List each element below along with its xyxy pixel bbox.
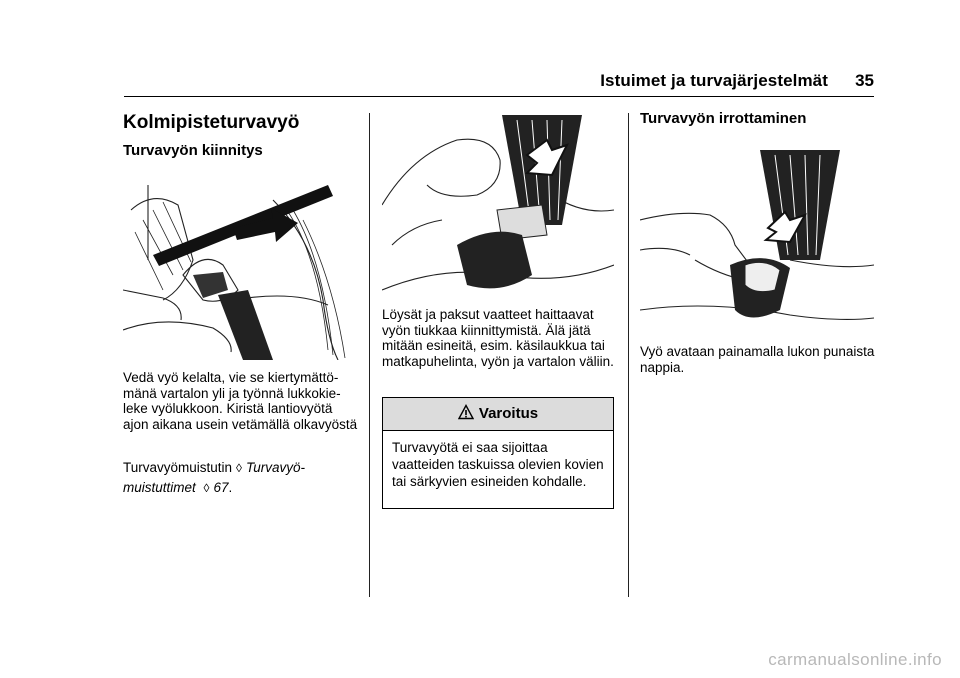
column-divider: [369, 113, 370, 597]
cross-reference-icon: ◊: [236, 461, 242, 475]
running-header: [124, 70, 874, 97]
paragraph: Löysät ja paksut vaatteet haittaavat vyön tiukkaa kiinnittymistä. Älä jätä mitään esineitä, esim. käsilaukkua tai matkapuhelinta, vyön ja vartalon väliin.: [382, 307, 614, 369]
warning-text: Turvavyötä ei saa sijoittaa vaatteiden taskuissa olevien kovien tai särkyvien esineiden kohdalle.: [392, 440, 604, 489]
reminder-link[interactable]: Turvavyö-muistuttimet: [123, 460, 305, 495]
section-heading: Kolmipisteturvavyö: [123, 112, 300, 133]
subsection-heading: Turvavyön irrottaminen: [640, 110, 807, 127]
paragraph: Vyö avataan painamalla lukon punaista nappia.: [640, 344, 875, 375]
buckling-belt-illustration: [123, 180, 355, 360]
warning-triangle-icon: [458, 404, 474, 420]
column-divider: [628, 113, 629, 597]
belt-release-illustration: [640, 150, 874, 332]
subsection-heading: Turvavyön kiinnitys: [123, 142, 263, 159]
reminder-label: Turvavyömuistutin: [123, 460, 233, 475]
cross-reference-icon: ◊: [203, 481, 210, 495]
warning-title: Varoitus: [478, 405, 539, 422]
watermark: carmanualsonline.info: [768, 650, 942, 669]
paragraph: Vedä vyö kelalta, vie se kiertymättö-mänä vartalon yli ja työnnä lukkokie-leke vyölukkoon. Kiristä lantiovyötä ajon aikana usein vetämällä olkavyöstä: [123, 370, 358, 432]
warning-box: [382, 397, 614, 509]
header-title: Istuimet ja turvajärjestelmät: [600, 71, 828, 90]
reminder-page[interactable]: 67: [213, 480, 229, 495]
belt-tightening-illustration: [382, 115, 614, 295]
warning-header: [383, 398, 613, 431]
reminder-reference: Turvavyömuistutin ◊ Turvavyö-muistuttimet ◊ 67.: [123, 458, 359, 498]
page-number: 35: [855, 71, 874, 90]
